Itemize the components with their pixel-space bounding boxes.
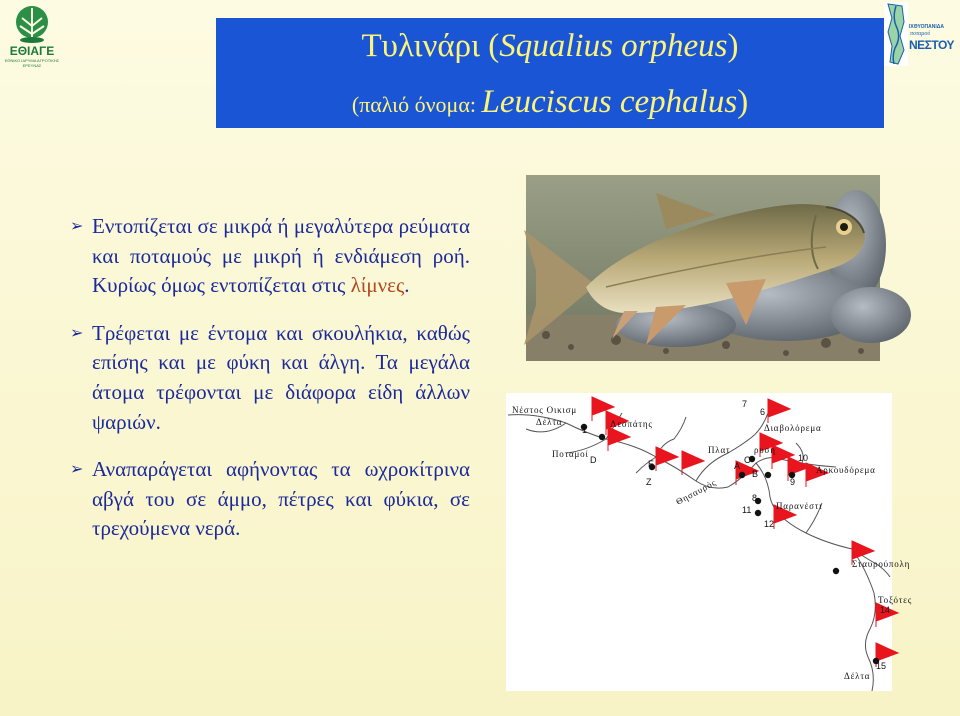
map-place-label: Σταυρούπολη [852,559,911,569]
bullet-diet [70,319,470,437]
map-station-letter: E [648,459,655,469]
map-station-number: 14 [880,605,891,615]
logo-right-line2: ποταμού [910,31,931,37]
title-paren-close: ) [727,28,739,64]
ethiage-logo [2,4,62,68]
title-banner [216,18,884,128]
map-place-label: Τοξότες [878,595,913,605]
station-dot [833,568,839,574]
map-station-letter: D [590,455,597,465]
old-name-prefix: (παλιό όνομα: [351,92,482,117]
map-station-number: 12 [764,519,775,529]
bullet-habitat-text: Εντοπίζεται σε μικρά ή μεγαλύτερα ρεύματα και ποταμούς με μικρή ή ενδιάμεση ροή. Κυρίως όμως εντοπίζεται στις [92,214,470,298]
bullet-list [70,212,470,562]
map-station-number: 11 [742,505,752,515]
map-station-number: 10 [798,453,809,463]
map-station-letter: Z [646,477,652,487]
bullet-habitat [70,212,470,301]
arrow-bullet-icon: ➢ [70,324,84,342]
bullet-diet-text: Τρέφεται με έντομα και σκουλήκια, καθώς επίσης και με φύκη και άλγη. Τα μεγάλα άτομα τρέφονται με διάφορα είδη άλλων ψαριών. [92,320,470,434]
bullet-reproduction [70,455,470,544]
map-place-label: Διαβολόρεμα [764,423,822,433]
logo-right-line3: ΝΕΣΤΟΥ [909,38,954,52]
logo-right-line1: ΙΧΘΥΟΠΑΝΙΔΑ [909,24,944,30]
station-flag-icon [608,427,630,451]
station-dot [755,510,761,516]
map-place-label: Λεσπάτης [610,419,653,429]
map-place-label: Αρκουδόρεμα [816,465,876,475]
slide-subtitle [216,84,884,121]
bullet-highlight-lakes: λίμνες [350,273,405,298]
station-dot [599,434,605,440]
map-place-label: Ποταμοί [552,449,589,459]
scientific-name: Squalius orpheus [499,28,728,64]
map-station-letter: B [752,469,759,479]
bullet-habitat-end: . [404,273,410,298]
map-place-label: Νέστος Οικισμ [512,405,578,415]
station-flag-icon [682,451,704,475]
map-place-label: Θησαυρός [674,477,718,507]
map-place-label: Δέλτα [844,671,871,681]
map-station-number: 15 [876,661,887,671]
slide-title [216,28,884,65]
distribution-map [506,393,913,691]
arrow-bullet-icon: ➢ [70,461,84,479]
bullet-reproduction-text: Αναπαράγεται αφήνοντας τα ωχροκίτρινα αβγά του σε άμμο, πέτρες και φύκια, σε τρεχούμενα νερά. [92,457,470,541]
fish-photo [526,175,880,361]
map-station-number: 9 [790,477,796,487]
station-dot [765,472,771,478]
map-station-letter: A [734,461,741,471]
common-name: Τυλινάρι [361,28,480,64]
station-dot [739,472,745,478]
title-paren-open: ( [480,28,500,64]
arrow-bullet-icon: ➢ [70,218,84,235]
nestos-logo [884,2,958,68]
station-flag-icon [768,399,790,423]
map-place-label: Πλατ [708,445,731,455]
old-name-close: ) [737,84,749,120]
map-station-number: 1 [582,425,588,435]
river-map-icon [884,2,908,66]
map-station-number: 8 [752,493,758,503]
map-place-label: Δέλτα [536,417,563,427]
map-station-number: 7 [742,399,748,409]
map-place-label: Παρανέστι [776,501,823,511]
logo-left-name: ΕΘΙΑΓΕ [9,44,55,58]
river-line [852,549,875,691]
map-place-label: ρυση [754,445,776,455]
map-station-letter: C [744,455,751,465]
map-station-number: 6 [760,407,766,417]
tree-emblem-icon [12,4,52,44]
logo-left-subtitle: ΕΘΝΙΚΟ ΙΔΡΥΜΑ ΑΓΡΟΤΙΚΗΣ ΕΡΕΥΝΑΣ [4,58,60,68]
old-scientific-name: Leuciscus cephalus [481,84,738,120]
